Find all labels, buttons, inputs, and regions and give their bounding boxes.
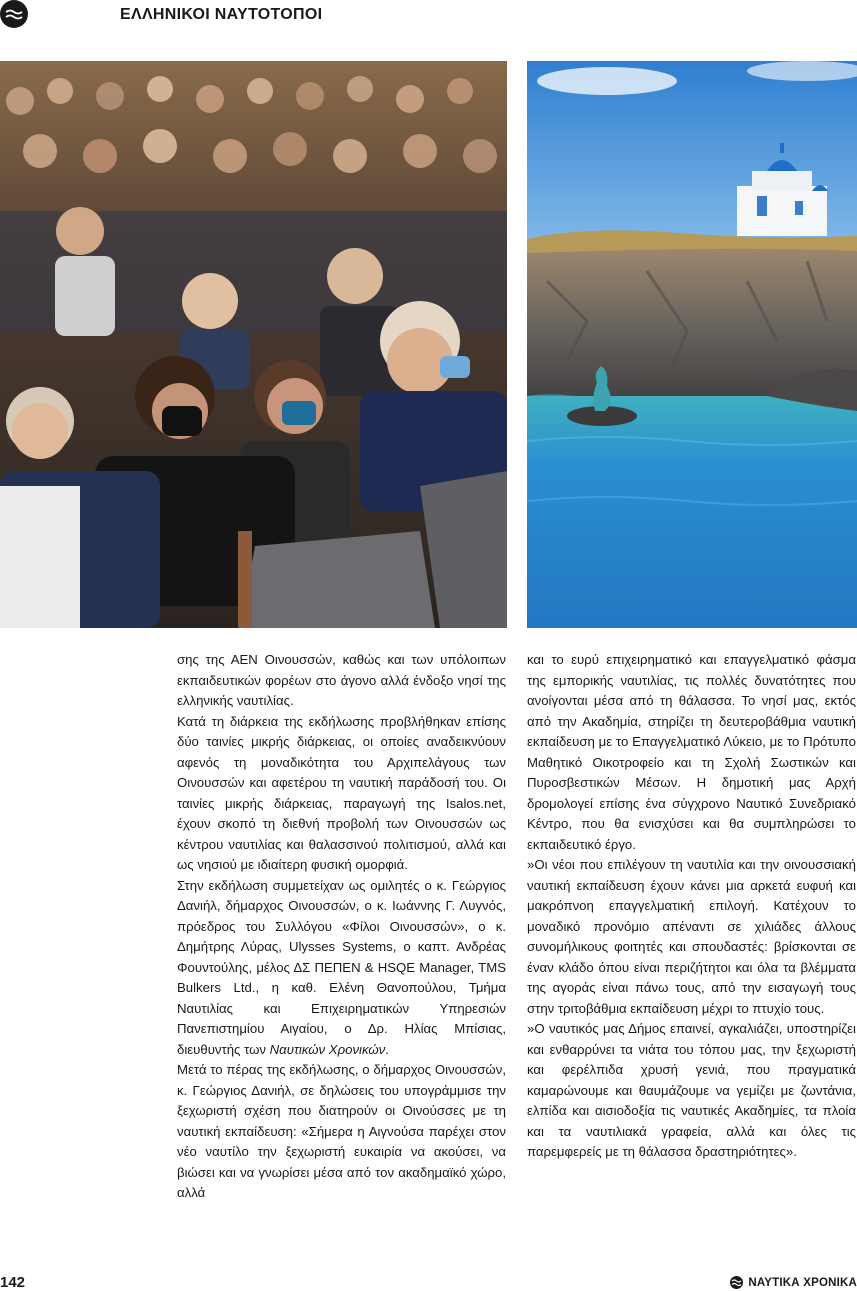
footer-brand	[730, 1276, 857, 1289]
article-column-right	[527, 650, 856, 1163]
paragraph: »Οι νέοι που επιλέγουν τη ναυτιλία και την οινουσσιακή ναυτική εκπαίδευση έχουν κάνει μια αρκετά ευφυή και μακρόπνοη επαγγελματική επιλογή. Κατέχουν το μοναδικό προνόμιο απέναντι σε χιλιάδες άλλους συνομήλικους φοιτητές και σπουδαστές: βρίσκονται σε έναν κλάδο όπου είναι περιζήτητοι και όλα τα βλέμματα της αγοράς είναι πάνω τους, από την εισαγωγή τους στην τριτοβάθμια εκπαίδευση μέχρι το πτυχίο τους.	[527, 857, 856, 1016]
paragraph-text: Στην εκδήλωση συμμετείχαν ως ομιλητές ο κ. Γεώργιος Δανιήλ, δήμαρχος Οινουσσών, ο κ. Ιωάννης Γ. Λυγνός, πρόεδρος του Συλλόγου «Φίλοι Οινουσσών», ο κ. Δημήτρης Λύρας, Ulysses Systems, ο καπτ. Ανδρέας Φουντούλης, μέλος ΔΣ ΠΕΠΕΝ & HSQE Manager, TMS Bulkers Ltd., η καθ. Ελένη Θανοπούλου, Τμήμα Ναυτιλίας και Επιχειρηματικών Υπηρεσιών Πανεπιστημίου Αιγαίου, ο Δρ. Ηλίας Μπίσιας, διευθυντής των	[177, 877, 506, 1057]
page-number: 142	[0, 1274, 26, 1291]
audience-photo	[0, 61, 507, 628]
publication-name: Ναυτικών Χρονικών	[269, 1041, 386, 1057]
wave-logo-icon	[0, 0, 28, 28]
section-title: ΕΛΛΗΝΙΚΟΙ ΝΑΥΤΟΤΟΠΟΙ	[120, 6, 323, 23]
paragraph: »Ο ναυτικός μας Δήμος επαινεί, αγκαλιάζει, υποστηρίζει και ενθαρρύνει τα νιάτα του τόπου μας, την ξεχωριστή και φερέλπιδα χρυσή γενιά, που πραγματικά καμαρώνουμε και θαυμάζουμε να γεμίζει με ζωντάνια, ελπίδα και αισιοδοξία τις ναυτικές Ακαδημίες, τα πλοία και τα ναυτιλιακά γραφεία, αλλά και όλες τις παρεμφερείς με τη θάλασσα δραστηριότητες».	[527, 1021, 856, 1159]
article-column-left	[177, 650, 506, 1204]
paragraph	[177, 876, 506, 1061]
paragraph: Κατά τη διάρκεια της εκδήλωσης προβλήθηκαν επίσης δύο ταινίες μικρής διάρκειας, οι οποίες αναδεικνύουν αφενός τη μοναδικότητα του Αρχιπελάγους των Οινουσσών και αφετέρου τη ναυτική παράδοσή του. Οι ταινίες μικρής διάρκειας, παραγωγή της Isalos.net, έχουν σκοπό τη διεθνή προβολή των Οινουσσών ως κέντρου ναυτιλίας και θαλασσινού πολιτισμού, αλλά και ως νησιού με ιδιαίτερη φυσική ομορφιά.	[177, 713, 506, 872]
wave-logo-icon	[730, 1276, 743, 1289]
paragraph-end: .	[385, 1041, 389, 1057]
island-chapel-photo	[527, 61, 857, 628]
brand-name: ΝΑΥΤΙΚΑ ΧΡΟΝΙΚΑ	[748, 1276, 857, 1289]
paragraph: και το ευρύ επιχειρηματικό και επαγγελματικό φάσμα της εμπορικής ναυτιλίας, τις πολλές δυνατότητες που ανοίγονται μέσα από τη θάλασσα. Το νησί μας, εκτός από την Ακαδημία, στηρίζει τη δευτεροβάθμια ναυτική εκπαίδευση με το Επαγγελματικό Λύκειο, με το Πρότυπο Μαθητικό Οικοτροφείο και τη Σχολή Σωστικών και Πυροσβεστικών Μέσων. Η δημοτική μας Αρχή δρομολογεί επίσης ένα σύγχρονο Ναυτικό Συνεδριακό Κέντρο, που θα ενισχύσει και θα συμπληρώσει το εκπαιδευτικό έργο.	[527, 652, 856, 852]
paragraph: Μετά το πέρας της εκδήλωσης, ο δήμαρχος Οινουσσών, κ. Γεώργιος Δανιήλ, σε δηλώσεις του υπογράμμισε την ξεχωριστή σχέση που διατηρούν οι Οινούσσες με τη ναυτική εκπαίδευση: «Σήμερα η Αιγνούσα παρέχει στον νέο ναυτίλο την ξεχωριστή ευκαιρία να ακούσει, να βιώσει και να γνωρίσει μέσα από τον ακαδημαϊκό χώρο, αλλά	[177, 1062, 506, 1200]
paragraph: σης της ΑΕΝ Οινουσσών, καθώς και των υπόλοιπων εκπαιδευτικών φορέων στο άγονο αλλά ένδοξο νησί της ελληνικής ναυτιλίας.	[177, 652, 506, 708]
